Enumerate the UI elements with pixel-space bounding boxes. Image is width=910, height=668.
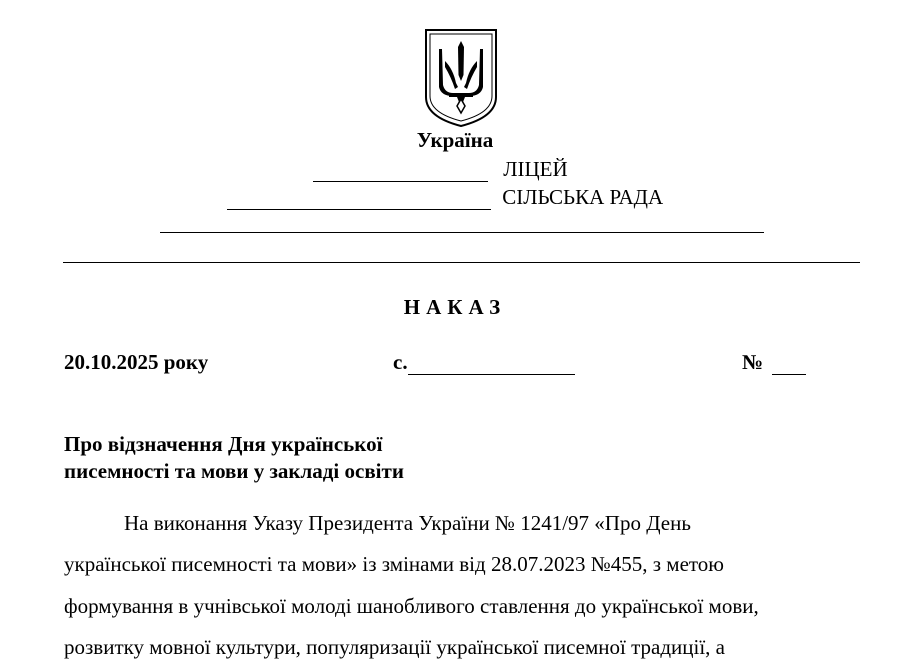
country-name: Україна [416,128,494,152]
body-line-2: української писемності та мови» із змінами від 28.07.2023 №455, з метою [64,552,724,576]
institution-type: ЛІЦЕЙ [503,157,568,181]
institution-name-blank [313,159,488,182]
place-blank [408,352,575,375]
address-blank-line [160,232,764,233]
number-prefix: № [742,350,764,374]
institution-line [313,157,568,182]
body-line-1: На виконання Указу Президента України № 1241/97 «Про День [124,511,691,535]
number-blank [772,352,806,375]
council-type: СІЛЬСЬКА РАДА [502,185,664,209]
place-prefix: с. [393,350,408,374]
order-place [393,350,575,375]
subject-line-1: Про відзначення Дня української [64,432,383,456]
order-date: 20.10.2025 року [64,350,209,374]
body-line-3: формування в учнівської молоді шанобливого ставлення до української мови, [64,594,759,618]
trident-icon [423,27,499,128]
body-line-4: розвитку мовної культури, популяризації української писемної традиції, а [64,635,725,659]
document-title: НАКАЗ [403,295,507,319]
header-divider [63,262,860,263]
order-subject [64,431,404,485]
council-line [227,185,663,210]
council-name-blank [227,187,491,210]
subject-line-2: писемності та мови у закладі освіти [64,459,404,483]
order-number [742,350,806,375]
